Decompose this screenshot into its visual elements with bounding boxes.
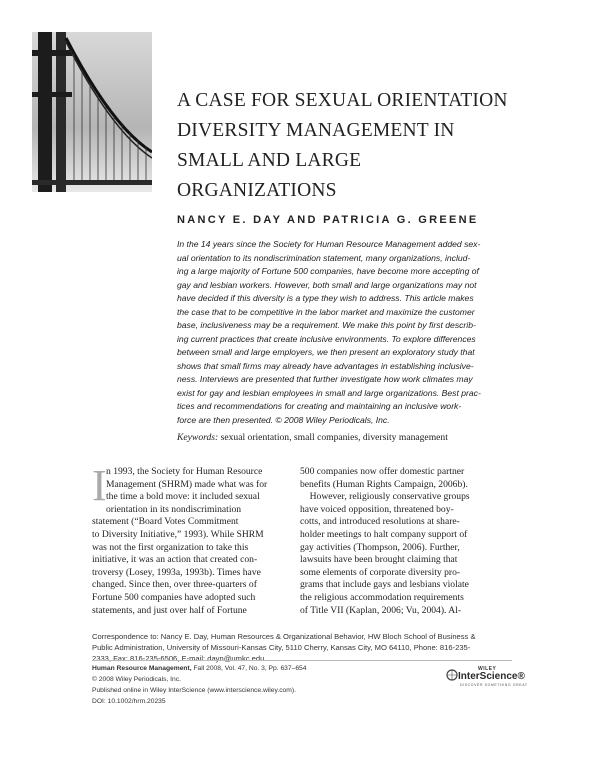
published-online: Published online in Wiley InterScience (www.interscience.wiley.com). [92,687,296,694]
abstract-line: base, inclusiveness may be a requirement. We make this point by first describ- [177,320,476,330]
abstract-line: ual orientation to its nondiscrimination statement, many organizations, includ- [177,252,471,263]
body-line: Management (SHRM) made what was for [106,478,268,490]
correspondence-line: Correspondence to: Nancy E. Day, Human Resources & Organizational Behavior, HW Bloch School of Business & [92,632,476,641]
abstract-line: the case that to be competitive in the labor market and maximize the customer [177,306,475,317]
body-line: was not the first organization to take this [92,541,249,553]
bridge-photo [32,32,152,192]
abstract-line: force are then presented. © 2008 Wiley Periodicals, Inc. [177,414,390,425]
body-line: some elements of corporate diversity pro- [300,566,461,578]
abstract-line: ness. Interviews are presented that further investigate how work climates may [177,374,473,384]
article-title [177,86,557,206]
body-column-right [300,466,508,617]
abstract-line: tices and recommendations for creating and maintaining an inclusive work- [177,401,462,411]
body-line: initiative, it was an action that created con- [92,554,258,566]
body-line: the religious accommodation requirements [300,591,464,603]
title-line: A CASE FOR SEXUAL ORIENTATION [177,90,508,111]
copyright: © 2008 Wiley Periodicals, Inc. [92,676,181,683]
body-column-left [92,461,300,617]
title-line: DIVERSITY MANAGEMENT IN [177,120,455,141]
keywords-label: Keywords: [177,432,219,443]
abstract-line: between small and large employers, we then present an exploratory study that [177,347,475,357]
body-line: Fortune 500 companies have adopted such [92,591,256,603]
abstract [177,238,491,427]
body-line: statement (“Board Votes Commitment [92,516,239,528]
journal-citation [92,663,422,674]
keywords [177,432,448,443]
abstract-line: shows that small firms may already have advantages in establishing inclusive- [177,360,474,371]
body-line: changed. Since then, over three-quarters of [92,579,257,591]
abstract-line: gay and lesbian workers. However, both small and large organizations may not [177,279,477,290]
logo-name: InterScience® [458,671,525,682]
publication-footer [92,663,422,707]
logo-tagline: DISCOVER SOMETHING GREAT [460,683,528,687]
footer-divider [92,660,512,661]
citation-details: Fall 2008, Vol. 47, No. 3, Pp. 637–654 [191,665,307,672]
body-line: troversy (Losey, 1993a, 1993b). Times have [92,566,261,578]
abstract-line: ing current practices that create inclusive environments. To explore differences [177,333,476,344]
authors: NANCY E. DAY AND PATRICIA G. GREENE [177,214,479,226]
doi: DOI: 10.1002/hrm.20235 [92,698,166,705]
abstract-line: exist for gay and lesbian employees in small and large organizations. Best prac- [177,387,481,398]
body-line: gay activities (Thompson, 2006). Further, [300,541,460,553]
abstract-line: In the 14 years since the Society for Human Resource Management added sex- [177,239,481,249]
title-line: ORGANIZATIONS [177,180,337,201]
abstract-line: ing a large majority of Fortune 500 companies, have become more accepting of [177,266,479,276]
body-line: have voiced opposition, threatened boy- [300,503,454,515]
title-line: SMALL AND LARGE [177,150,362,171]
body-line: of Title VII (Kaplan, 2006; Vu, 2004). Al- [300,604,462,616]
drop-cap: I [92,461,107,510]
body-line: holder meetings to halt company support of [300,528,468,540]
correspondence-line: 2333, Fax: 816-235-6506, E-mail: dayn@umkc.edu. [92,654,267,663]
body-line: 500 companies now offer domestic partner [300,466,465,477]
body-line: However, religiously conservative groups [300,491,470,503]
correspondence-line: Public Administration, University of Missouri-Kansas City, 5110 Cherry, Kansas City, MO 64110, Phone: 816-235- [92,643,471,652]
interscience-logo [446,666,528,690]
body-line: orientation in its nondiscrimination [106,503,242,515]
body-line: grams that include gays and lesbians violate [300,579,469,591]
body-line: benefits (Human Rights Campaign, 2006b). [300,478,468,490]
body-line: n 1993, the Society for Human Resource [106,466,263,477]
abstract-line: have decided if this diversity is a type they wish to address. This article makes [177,293,474,303]
journal-name: Human Resource Management, [92,665,192,672]
body-line: lawsuits have been brought claiming that [300,554,458,566]
globe-icon [446,669,458,681]
body-line: cotts, and introduced resolutions at share- [300,516,460,528]
body-line: to Diversity Initiative,” 1993). While SHRM [92,528,264,540]
body-line: the time a bold move: it included sexual [106,491,260,503]
logo-wiley: WILEY [478,666,497,672]
body-line: statements, and just over half of Fortune [92,604,247,616]
keywords-text: sexual orientation, small companies, diversity management [218,432,448,443]
